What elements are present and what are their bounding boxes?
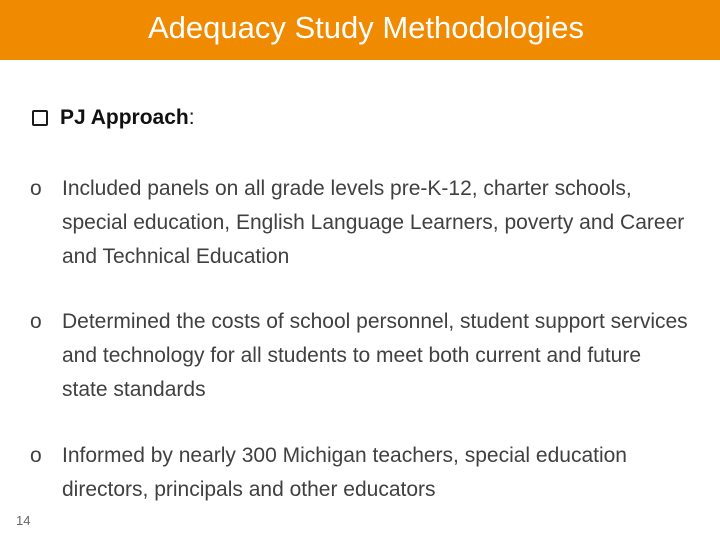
slide-title: Adequacy Study Methodologies (147, 10, 584, 45)
section-heading-text (60, 103, 195, 133)
page-number: 14 (16, 513, 31, 528)
title-bar (0, 0, 720, 60)
section-heading-suffix: : (188, 106, 195, 129)
checkbox-square-icon (32, 110, 48, 126)
section-heading (32, 103, 195, 133)
section-heading-bold: PJ Approach (60, 106, 189, 129)
bullet-marker: o (30, 444, 42, 467)
bullet-text: Informed by nearly 300 Michigan teachers, special education directors, principals and other educators (62, 444, 627, 501)
bullet-text: Determined the costs of school personnel, student support services and technology for all students to meet both current and future state standards (62, 310, 688, 401)
bullet-text: Included panels on all grade levels pre-K-12, charter schools, special education, English Language Learners, poverty and Career and Technical Education (62, 177, 685, 268)
bullet-marker: o (30, 310, 42, 333)
bullet-marker: o (30, 177, 42, 200)
